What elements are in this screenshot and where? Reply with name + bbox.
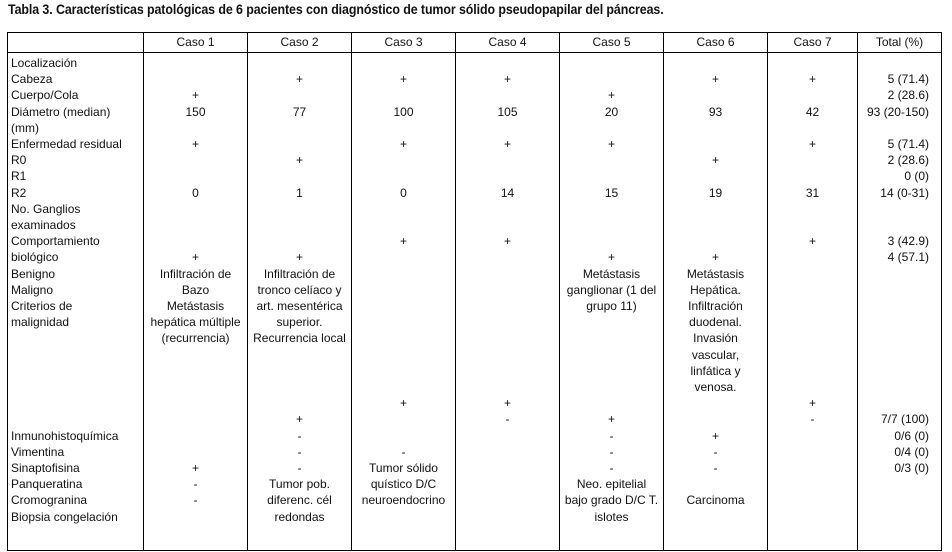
caso-3-column: + 100 + 0 + + - Tumor sólido quístico D/C neuroendocrino [352,53,456,551]
header-total: Total (%) [858,33,942,53]
header-blank [8,33,144,53]
caso-6-column: + 93 + 19 + Metástasis Hepática. Infiltración duodenal. Invasión vascular, linfática y venosa. + - - Carcinoma [664,53,768,551]
pathology-table [7,32,942,551]
body-row [8,53,942,551]
row-labels: Localización Cabeza Cuerpo/Cola Diámetro (median) (mm) Enfermedad residual R0 R1 R2 No. Ganglios examinados Comportamiento biológico Benigno Maligno Criterios de malignidad Inmunohistoquímica Vimentina Sinaptofisina Panqueratina Cromogranina Biopsia congelación [11,56,122,524]
row-labels-column [8,53,144,551]
caso-7-column: + 42 + 31 + + - [768,53,858,551]
total-column: 5 (71.4) 2 (28.6) 93 (20-150) 5 (71.4) 2 (28.6) 0 (0) 14 (0-31) 3 (42.9) 4 (57.1) 7/7 (100) 0/6 (0) 0/4 (0) 0/3 (0) [858,53,942,551]
header-caso-4: Caso 4 [456,33,560,53]
header-caso-7: Caso 7 [768,33,858,53]
caso-1-column: + 150 + 0 + Infiltración de Bazo Metástasis hepática múltiple (recurrencia) + - - [144,53,248,551]
header-caso-5: Caso 5 [560,33,664,53]
header-caso-6: Caso 6 [664,33,768,53]
caso-4-column: + 105 + 14 + + - [456,53,560,551]
caso-5-column: + 20 + 15 + Metástasis ganglionar (1 del grupo 11) + - - - Neo. epitelial bajo grado D/C T. islotes [560,53,664,551]
table-title: Tabla 3. Características patológicas de 6 pacientes con diagnóstico de tumor sólido pseudopapilar del páncreas. [8,2,664,17]
header-caso-3: Caso 3 [352,33,456,53]
header-row [8,33,942,53]
caso-2-column: + 77 + 1 + Infiltración de tronco celíaco y art. mesentérica superior. Recurrencia local + - - - Tumor pob. diferenc. cél redondas [248,53,352,551]
header-caso-2: Caso 2 [248,33,352,53]
header-caso-1: Caso 1 [144,33,248,53]
